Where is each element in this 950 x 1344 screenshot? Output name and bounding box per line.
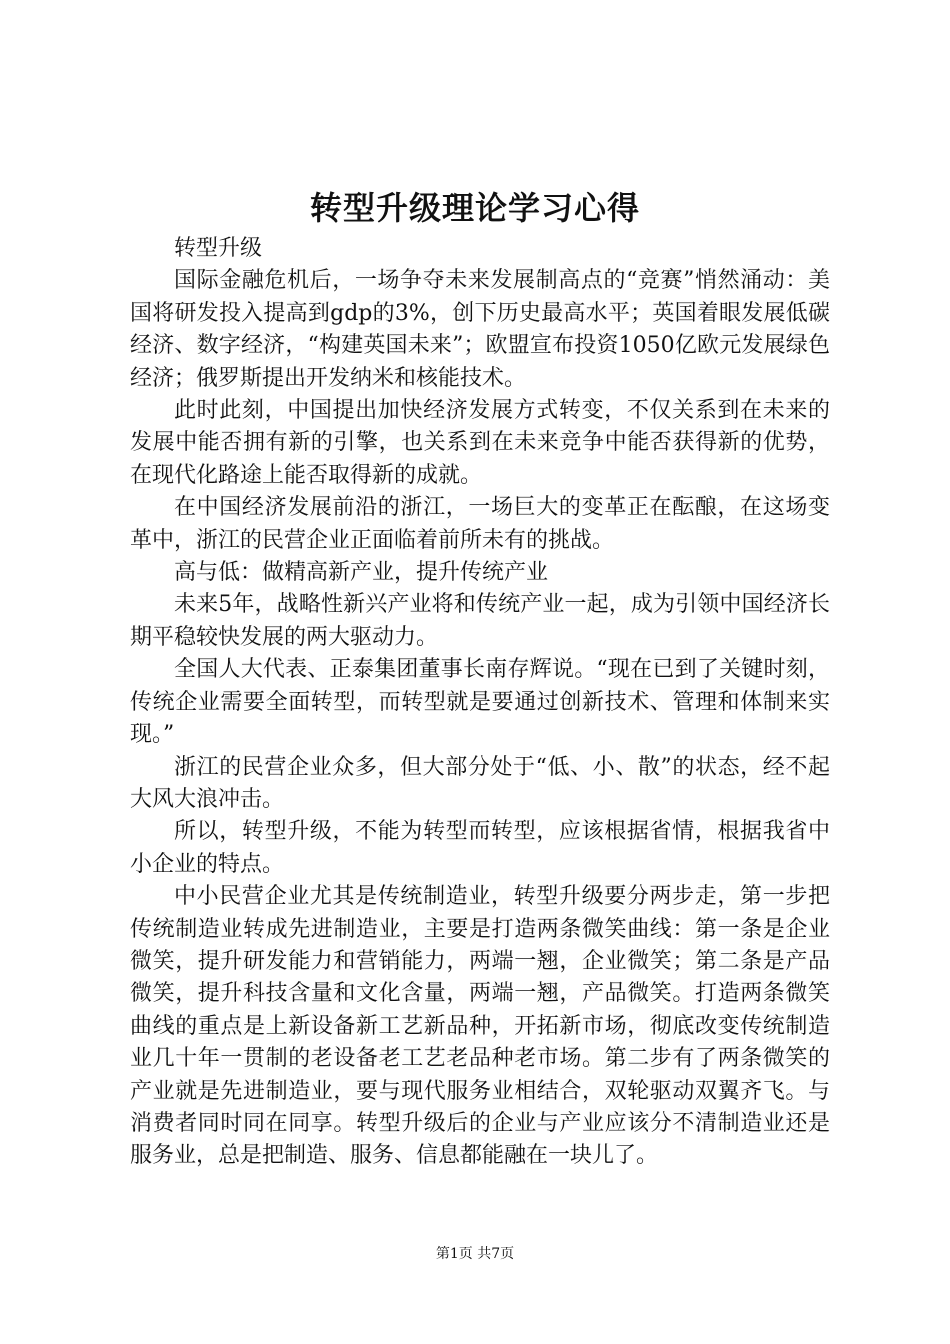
paragraph-heading-1: 转型升级 — [174, 236, 263, 261]
page-footer — [0, 1244, 950, 1264]
paragraph: 在中国经济发展前沿的浙江，一场巨大的变革正在酝酿，在这场变革中，浙江的民营企业正面临着前所未有的挑战。 — [130, 495, 830, 553]
paragraph: 未来5年，战略性新兴产业将和传统产业一起，成为引领中国经济长期平稳较快发展的两大驱动力。 — [130, 592, 830, 650]
paragraph: 所以，转型升级，不能为转型而转型，应该根据省情，根据我省中小企业的特点。 — [130, 819, 830, 877]
document-title: 转型升级理论学习心得 — [309, 189, 640, 227]
paragraph-heading-2: 高与低：做精高新产业，提升传统产业 — [174, 560, 549, 586]
paragraph: 中小民营企业尤其是传统制造业，转型升级要分两步走，第一步把传统制造业转成先进制造业，主要是打造两条微笑曲线：第一条是企业微笑，提升研发能力和营销能力，两端一翘，企业微笑；第二条是产品微笑，提升科技含量和文化含量，两端一翘，产品微笑。打造两条微笑曲线的重点是上新设备新工艺新品种，开拓新市场，彻底改变传统制造业几十年一贯制的老设备老工艺老品种老市场。第二步有了两条微笑的产业就是先进制造业，要与现代服务业相结合，双轮驱动双翼齐飞。与消费者同时同在同享。转型升级后的企业与产业应该分不清制造业还是服务业，总是把制造、服务、信息都能融在一块儿了。 — [130, 884, 830, 1169]
paragraph: 全国人大代表、正泰集团董事长南存辉说。“现在已到了关键时刻，传统企业需要全面转型，而转型就是要通过创新技术、管理和体制来实现。” — [130, 657, 830, 748]
paragraph: 此时此刻，中国提出加快经济发展方式转变，不仅关系到在未来的发展中能否拥有新的引擎，也关系到在未来竞争中能否获得新的优势，在现代化路途上能否取得新的成就。 — [130, 398, 830, 488]
page-indicator: 第1页 共7页 — [435, 1246, 515, 1262]
paragraph: 浙江的民营企业众多，但大部分处于“低、小、散”的状态，经不起大风大浪冲击。 — [130, 754, 830, 812]
document-body — [130, 233, 830, 1173]
paragraph: 国际金融危机后，一场争夺未来发展制高点的“竞赛”悄然涌动：美国将研发投入提高到gdp的3%，创下历史最高水平；英国着眼发展低碳经济、数字经济，“构建英国未来”；欧盟宣布投资1050亿欧元发展绿色经济；俄罗斯提出开发纳米和核能技术。 — [130, 268, 830, 391]
